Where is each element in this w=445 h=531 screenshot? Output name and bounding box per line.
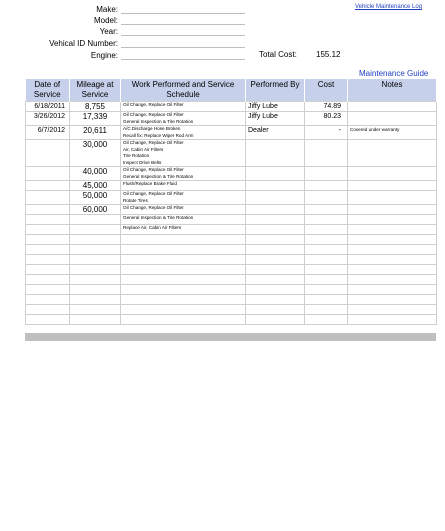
cell-empty[interactable] bbox=[348, 315, 437, 325]
cell-empty[interactable] bbox=[121, 255, 246, 265]
cell-mileage[interactable]: 45,000 bbox=[70, 181, 121, 191]
table-row-empty bbox=[26, 235, 437, 245]
cell-empty[interactable] bbox=[26, 255, 70, 265]
cell-empty[interactable] bbox=[70, 275, 121, 285]
cell-date[interactable] bbox=[26, 181, 70, 191]
cell-mileage[interactable] bbox=[70, 215, 121, 225]
cell-empty[interactable] bbox=[305, 275, 348, 285]
table-row-empty bbox=[26, 265, 437, 275]
cell-empty[interactable] bbox=[305, 235, 348, 245]
cell-empty[interactable] bbox=[246, 235, 305, 245]
cell-by[interactable]: Dealer bbox=[246, 126, 305, 140]
cell-cost[interactable]: 74.89 bbox=[305, 102, 348, 112]
col-performed-by: Performed By bbox=[246, 79, 305, 102]
maintenance-log-link[interactable]: Vehicle Maintenance Log bbox=[355, 4, 423, 10]
cell-notes[interactable] bbox=[348, 112, 437, 126]
cell-notes[interactable] bbox=[348, 181, 437, 191]
cell-empty[interactable] bbox=[305, 255, 348, 265]
cell-empty[interactable] bbox=[121, 245, 246, 255]
cell-empty[interactable] bbox=[26, 245, 70, 255]
model-label: Model: bbox=[93, 16, 118, 25]
cell-empty[interactable] bbox=[305, 245, 348, 255]
cell-empty[interactable] bbox=[26, 315, 70, 325]
cell-empty[interactable] bbox=[305, 305, 348, 315]
cell-date[interactable]: 6/18/2011 bbox=[26, 102, 70, 112]
table-row bbox=[26, 167, 437, 181]
cell-empty[interactable] bbox=[246, 295, 305, 305]
cell-empty[interactable] bbox=[26, 275, 70, 285]
table-row-empty bbox=[26, 295, 437, 305]
cell-work[interactable]: Oil Change, Replace Oil Filter Rotate Tires bbox=[121, 191, 246, 205]
table-row bbox=[26, 215, 437, 225]
cell-date[interactable] bbox=[26, 191, 70, 205]
cell-date[interactable] bbox=[26, 215, 70, 225]
cell-cost[interactable] bbox=[305, 181, 348, 191]
cell-by[interactable] bbox=[246, 140, 305, 167]
cell-work[interactable]: Flush/Replace Brake Fluid bbox=[121, 181, 246, 191]
cell-mileage[interactable]: 30,000 bbox=[70, 140, 121, 167]
year-label: Year: bbox=[99, 27, 118, 36]
cell-empty[interactable] bbox=[70, 295, 121, 305]
table-body bbox=[26, 102, 437, 325]
cell-notes[interactable] bbox=[348, 140, 437, 167]
cell-work[interactable]: General Inspection & Tire Rotation bbox=[121, 215, 246, 225]
cell-empty[interactable] bbox=[121, 265, 246, 275]
vin-label: Vehical ID Number: bbox=[49, 39, 118, 48]
cell-empty[interactable] bbox=[246, 245, 305, 255]
cell-empty[interactable] bbox=[348, 295, 437, 305]
service-log-table bbox=[25, 79, 437, 325]
cell-empty[interactable] bbox=[246, 315, 305, 325]
cell-by[interactable] bbox=[246, 205, 305, 215]
cell-empty[interactable] bbox=[121, 295, 246, 305]
cell-by[interactable]: Jiffy Lube bbox=[246, 112, 305, 126]
cell-empty[interactable] bbox=[121, 315, 246, 325]
table-row bbox=[26, 191, 437, 205]
col-date: Date of Service bbox=[26, 79, 70, 102]
cell-empty[interactable] bbox=[121, 235, 246, 245]
cell-empty[interactable] bbox=[246, 285, 305, 295]
col-cost: Cost bbox=[305, 79, 348, 102]
cell-empty[interactable] bbox=[70, 245, 121, 255]
cell-notes[interactable] bbox=[348, 205, 437, 215]
cell-mileage[interactable]: 8,755 bbox=[70, 102, 121, 112]
cell-empty[interactable] bbox=[70, 265, 121, 275]
cell-date[interactable] bbox=[26, 225, 70, 235]
cell-empty[interactable] bbox=[305, 295, 348, 305]
cell-by[interactable] bbox=[246, 225, 305, 235]
cell-cost[interactable] bbox=[305, 205, 348, 215]
cell-empty[interactable] bbox=[305, 315, 348, 325]
table-row-empty bbox=[26, 285, 437, 295]
cell-empty[interactable] bbox=[246, 305, 305, 315]
cell-empty[interactable] bbox=[348, 265, 437, 275]
cell-cost[interactable] bbox=[305, 140, 348, 167]
cell-empty[interactable] bbox=[348, 305, 437, 315]
col-notes: Notes bbox=[348, 79, 437, 102]
cell-cost[interactable]: - bbox=[305, 126, 348, 140]
cell-empty[interactable] bbox=[348, 275, 437, 285]
engine-label: Engine: bbox=[90, 51, 118, 60]
table-row-empty bbox=[26, 275, 437, 285]
cell-notes[interactable] bbox=[348, 102, 437, 112]
cell-cost[interactable] bbox=[305, 215, 348, 225]
table-row bbox=[26, 181, 437, 191]
col-mileage: Mileage at Service bbox=[70, 79, 121, 102]
table-row bbox=[26, 126, 437, 140]
cell-cost[interactable]: 80.23 bbox=[305, 112, 348, 126]
cell-mileage[interactable]: 50,000 bbox=[70, 191, 121, 205]
cell-work[interactable]: Oil Change, Replace Oil Filter General Inspection & Tire Rotation bbox=[121, 112, 246, 126]
maintenance-guide-link[interactable]: Maintenance Guide bbox=[359, 69, 429, 78]
table-row-empty bbox=[26, 315, 437, 325]
cell-cost[interactable] bbox=[305, 225, 348, 235]
cell-by[interactable] bbox=[246, 191, 305, 205]
cell-empty[interactable] bbox=[305, 285, 348, 295]
year-field[interactable] bbox=[121, 24, 245, 36]
cell-empty[interactable] bbox=[348, 235, 437, 245]
cell-date[interactable] bbox=[26, 140, 70, 167]
cell-date[interactable]: 6/7/2012 bbox=[26, 126, 70, 140]
cell-notes[interactable] bbox=[348, 225, 437, 235]
cell-by[interactable]: Jiffy Lube bbox=[246, 102, 305, 112]
cell-by[interactable] bbox=[246, 181, 305, 191]
cell-empty[interactable] bbox=[246, 255, 305, 265]
cell-empty[interactable] bbox=[70, 305, 121, 315]
cell-empty[interactable] bbox=[70, 285, 121, 295]
cell-empty[interactable] bbox=[70, 235, 121, 245]
cell-empty[interactable] bbox=[348, 255, 437, 265]
table-row-empty bbox=[26, 255, 437, 265]
vin-field[interactable] bbox=[121, 36, 245, 48]
table-footer-bar bbox=[25, 333, 436, 341]
cell-mileage[interactable] bbox=[70, 225, 121, 235]
cell-date[interactable] bbox=[26, 205, 70, 215]
total-cost-value: 155.12 bbox=[316, 50, 341, 59]
table-row-empty bbox=[26, 245, 437, 255]
cell-cost[interactable] bbox=[305, 191, 348, 205]
cell-empty[interactable] bbox=[305, 265, 348, 275]
cell-notes[interactable] bbox=[348, 191, 437, 205]
cell-empty[interactable] bbox=[70, 255, 121, 265]
cell-notes[interactable] bbox=[348, 215, 437, 225]
make-label: Make: bbox=[96, 5, 118, 14]
cell-empty[interactable] bbox=[121, 305, 246, 315]
cell-by[interactable] bbox=[246, 167, 305, 181]
table-row bbox=[26, 112, 437, 126]
cell-empty[interactable] bbox=[70, 315, 121, 325]
table-row bbox=[26, 102, 437, 112]
cell-empty[interactable] bbox=[348, 245, 437, 255]
cell-notes[interactable]: Covered under warranty bbox=[348, 126, 437, 140]
total-cost-label: Total Cost: bbox=[259, 50, 297, 59]
table-row bbox=[26, 225, 437, 235]
cell-empty[interactable] bbox=[26, 295, 70, 305]
cell-date[interactable] bbox=[26, 167, 70, 181]
table-row bbox=[26, 140, 437, 167]
cell-empty[interactable] bbox=[26, 235, 70, 245]
cell-empty[interactable] bbox=[26, 285, 70, 295]
cell-work[interactable]: A/C Discharge Hose Broken Recall fix: Replace Wiper Rod Arm bbox=[121, 126, 246, 140]
table-header-row bbox=[26, 79, 437, 102]
cell-notes[interactable] bbox=[348, 167, 437, 181]
cell-mileage[interactable]: 17,339 bbox=[70, 112, 121, 126]
cell-empty[interactable] bbox=[246, 275, 305, 285]
cell-work[interactable]: Oil Change, Replace Oil Filter bbox=[121, 205, 246, 215]
cell-empty[interactable] bbox=[121, 275, 246, 285]
cell-work[interactable]: Oil Change, Replace Oil Filter General Inspection & Tire Rotation bbox=[121, 167, 246, 181]
table-row-empty bbox=[26, 305, 437, 315]
cell-mileage[interactable]: 40,000 bbox=[70, 167, 121, 181]
cell-work[interactable]: Oil Change, Replace Oil Filter bbox=[121, 102, 246, 112]
cell-empty[interactable] bbox=[246, 265, 305, 275]
cell-empty[interactable] bbox=[348, 285, 437, 295]
cell-work[interactable]: Replace Air, Cabin Air Filters bbox=[121, 225, 246, 235]
col-work: Work Performed and Service Schedule bbox=[121, 79, 246, 102]
cell-cost[interactable] bbox=[305, 167, 348, 181]
cell-mileage[interactable]: 20,611 bbox=[70, 126, 121, 140]
table-row bbox=[26, 205, 437, 215]
cell-date[interactable]: 3/26/2012 bbox=[26, 112, 70, 126]
cell-empty[interactable] bbox=[121, 285, 246, 295]
cell-work[interactable]: Oil Change, Replace Oil Filter Air, Cabin Air Filters Tire Rotation Inspect Drive Belts bbox=[121, 140, 246, 167]
cell-empty[interactable] bbox=[26, 305, 70, 315]
cell-mileage[interactable]: 60,000 bbox=[70, 205, 121, 215]
engine-field[interactable] bbox=[121, 48, 245, 60]
cell-by[interactable] bbox=[246, 215, 305, 225]
cell-empty[interactable] bbox=[26, 265, 70, 275]
